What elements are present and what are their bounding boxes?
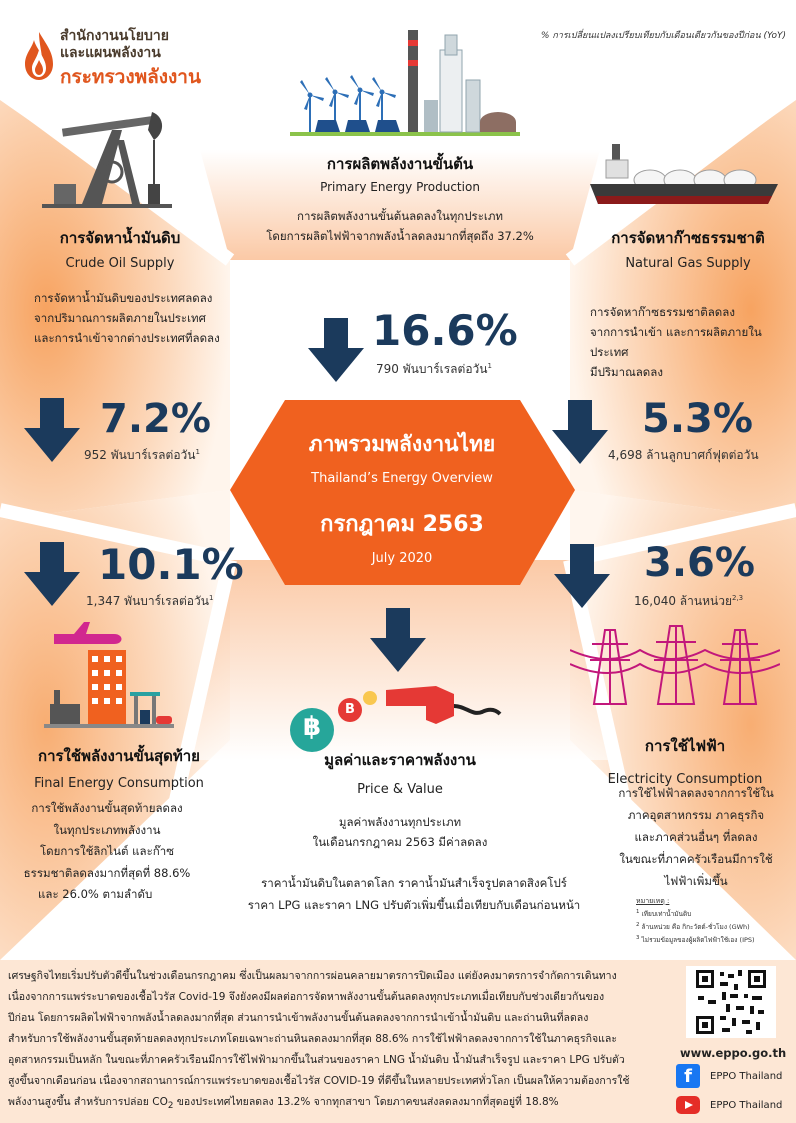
overview-subtitle: Thailand’s Energy Overview	[311, 471, 493, 486]
electricity-unit	[634, 592, 743, 611]
overview-date-en: July 2020	[371, 551, 433, 566]
final-consumption-percent: 10.1%	[98, 540, 244, 589]
final-consumption-subtitle: Final Energy Consumption	[34, 776, 204, 791]
summary-text	[8, 966, 664, 1117]
electricity-desc	[596, 782, 796, 892]
primary-production-unit-sup: 1	[487, 362, 492, 370]
b-coin-icon: B	[345, 702, 355, 717]
final-consumption-desc4: ธรรมชาติลดลงมากที่สุดที่ 88.6%	[23, 865, 191, 880]
summary-line6: สูงขึ้นจากเดือนก่อน เนื่องจากสถานการณ์การแพร่ระบาดของเชื้อไวรัส COVID-19 ที่ดีขึ้นในหลายประเทศทั่วโลก เป็นผลให้ความต้องการใช้	[8, 1075, 630, 1087]
primary-production-subtitle: Primary Energy Production	[320, 180, 480, 194]
final-consumption-desc5: และ 26.0% ตามลำดับ	[38, 887, 153, 901]
summary-line7	[8, 1092, 664, 1117]
oil-pump-illustration	[42, 100, 172, 210]
natural-gas-subtitle: Natural Gas Supply	[625, 256, 751, 271]
primary-production-down-arrow-icon	[308, 318, 364, 382]
price-desc1: มูลค่าพลังงานทุกประเภท	[338, 815, 462, 829]
electricity-section	[590, 734, 780, 787]
crude-oil-unit	[84, 446, 200, 465]
overview-center	[232, 428, 572, 566]
electricity-subtitle: Electricity Consumption	[607, 772, 763, 787]
natural-gas-unit: 4,698 ล้านลูกบาศก์ฟุตต่อวัน	[608, 448, 759, 462]
crude-oil-unit-text: 952 พันบาร์เรลต่อวัน	[84, 448, 196, 462]
primary-production-title: การผลิตพลังงานขั้นต้น	[326, 155, 474, 173]
note-2-text: ล้านหน่วย คือ กิกะวัตต์-ชั่วโมง (GWh)	[641, 923, 750, 932]
price-title: มูลค่าและราคาพลังงาน	[324, 751, 476, 769]
price-section	[300, 748, 500, 797]
final-consumption-unit-text: 1,347 พันบาร์เรลต่อวัน	[86, 594, 209, 608]
yoy-note: % การเปลี่ยนแปลงเปรียบเทียบกับเดือนเดียวกันของปีก่อน (YoY)	[540, 31, 786, 41]
notes-heading: หมายเหตุ :	[636, 897, 670, 905]
price-down-arrow-icon	[370, 608, 426, 672]
crude-oil-down-arrow-icon	[24, 398, 80, 462]
qr-code-icon[interactable]	[686, 966, 776, 1038]
org-line2: และแผนพลังงาน	[60, 45, 161, 61]
final-consumption-down-arrow-icon	[24, 542, 80, 606]
primary-production-unit	[376, 360, 492, 379]
final-consumption-title: การใช้พลังงานขั้นสุดท้าย	[38, 747, 200, 765]
power-plant-illustration	[290, 20, 520, 150]
crude-oil-unit-sup: 1	[195, 448, 200, 456]
primary-production-desc2: โดยการผลิตไฟฟ้าจากพลังน้ำลดลงมากที่สุดถึง 37.2%	[266, 229, 534, 243]
crude-oil-desc3: และการนำเข้าจากต่างประเทศที่ลดลง	[34, 331, 220, 345]
primary-production-percent: 16.6%	[372, 306, 518, 355]
note-1-text: เทียบเท่าน้ำมันดิบ	[641, 910, 692, 919]
electricity-unit-text: 16,040 ล้านหน่วย	[634, 594, 732, 608]
price-desc4: ราคา LPG และราคา LNG ปรับตัวเพิ่มขึ้นเมื่อเทียบกับเดือนก่อนหน้า	[247, 898, 581, 912]
youtube-icon[interactable]	[676, 1096, 700, 1114]
overview-date: กรกฎาคม 2563	[320, 512, 484, 537]
baht-coin-icon: ฿	[302, 712, 322, 742]
eppo-logo	[22, 30, 56, 86]
electricity-unit-sup: 2,3	[731, 594, 744, 602]
electricity-desc3: และภาคส่วนอื่นๆ ที่ลดลง	[634, 830, 758, 844]
crude-oil-section	[20, 226, 220, 271]
summary-line7-sub: 2	[167, 1101, 174, 1112]
crude-oil-desc1: การจัดหาน้ำมันดิบของประเทศลดลง	[34, 291, 213, 305]
electricity-desc5: ไฟฟ้าเพิ่มขึ้น	[664, 874, 728, 888]
price-desc-b	[224, 872, 604, 916]
primary-production-unit-text: 790 พันบาร์เรลต่อวัน	[376, 362, 488, 376]
ministry-name: กระทรวงพลังงาน	[60, 66, 201, 88]
facebook-icon[interactable]: f	[676, 1064, 700, 1088]
electricity-down-arrow-icon	[554, 544, 610, 608]
summary-line7-b: ของประเทศไทยลดลง 13.2% จากทุกสาขา โดยภาคขนส่งลดลงมากที่สุดอยู่ที่ 18.8%	[173, 1096, 559, 1108]
website-link[interactable]: www.eppo.go.th	[680, 1046, 787, 1060]
natural-gas-desc2: จากการนำเข้า และการผลิตภายในประเทศ	[590, 325, 762, 359]
note-3: $^3$ ไม่รวมข้อมูลของผู้ผลิตไฟฟ้าใช้เอง (IPS)	[636, 935, 755, 945]
final-consumption-desc3: โดยการใช้ลิกไนต์ และก๊าซ	[39, 844, 175, 858]
price-desc-a	[250, 812, 550, 852]
natural-gas-desc1: การจัดหาก๊าซธรรมชาติลดลง	[590, 305, 735, 319]
flame-logo-icon	[22, 30, 56, 82]
natural-gas-desc	[560, 302, 786, 382]
final-consumption-desc	[12, 798, 202, 906]
city-illustration	[44, 620, 174, 730]
crude-oil-desc2: จากปริมาณการผลิตภายในประเทศ	[34, 311, 206, 325]
natural-gas-title: การจัดหาก๊าซธรรมชาติ	[611, 229, 765, 247]
price-subtitle: Price & Value	[357, 782, 443, 797]
electricity-title: การใช้ไฟฟ้า	[644, 737, 726, 755]
price-desc2: ในเดือนกรกฎาคม 2563 มีค่าลดลง	[312, 835, 488, 849]
org-name	[60, 28, 201, 92]
summary-panel	[0, 960, 796, 1123]
power-tower-illustration	[570, 620, 780, 708]
overview-title: ภาพรวมพลังงานไทย	[308, 432, 496, 456]
summary-line3: ปีก่อน โดยการผลิตไฟฟ้าจากพลังน้ำลดลงมากที่สุด ส่วนการนำเข้าพลังงานขั้นต้นลดลงจากการนำเข้าน้ำมันดิบ และถ่านหินที่ลดลง	[8, 1012, 589, 1024]
primary-production-section	[250, 152, 550, 246]
note-3-text: ไม่รวมข้อมูลของผู้ผลิตไฟฟ้าใช้เอง (IPS)	[641, 936, 755, 945]
electricity-percent: 3.6%	[644, 540, 755, 586]
primary-production-desc1: การผลิตพลังงานขั้นต้นลดลงในทุกประเภท	[296, 209, 504, 223]
summary-line5: อุตสาหกรรมเป็นหลัก ในขณะที่ภาคครัวเรือนมีการใช้ไฟฟ้ามากขึ้นในส่วนของราคา LNG น้ำมันดิบ น้ำมันสำเร็จรูป และราคา LPG ปรับตัว	[8, 1054, 625, 1066]
summary-line1: เศรษฐกิจไทยเริ่มปรับตัวดีขึ้นในช่วงเดือนกรกฎาคม ซึ่งเป็นผลมาจากการผ่อนคลายมาตรการปิดเมือง แต่ยังคงมาตรการจำกัดการเดินทาง	[8, 970, 617, 982]
electricity-desc1: การใช้ไฟฟ้าลดลงจากการใช้ใน	[618, 786, 774, 800]
crude-oil-subtitle: Crude Oil Supply	[65, 256, 175, 271]
crude-oil-percent: 7.2%	[100, 396, 211, 442]
summary-line2: เนื่องจากการแพร่ระบาดของเชื้อไวรัส Covid-19 จึงยังคงมีผลต่อการจัดหาพลังงานขั้นต้นลดลงทุกประเภทเมื่อเทียบกับช่วงเดียวกันของ	[8, 991, 605, 1003]
facebook-link[interactable]: EPPO Thailand	[710, 1071, 783, 1082]
lng-ship-illustration	[588, 140, 780, 212]
notes	[636, 896, 786, 946]
note-2: $^2$ ล้านหน่วย คือ กิกะวัตต์-ชั่วโมง (GWh)	[636, 922, 750, 932]
summary-line4: สำหรับการใช้พลังงานขั้นสุดท้ายลดลงทุกประเภทโดยเฉพาะถ่านหินลดลงมากที่สุด 88.6% การใช้ไฟฟ้าลดลงจากการใช้ในภาคธุรกิจและ	[8, 1033, 617, 1045]
final-consumption-section	[14, 744, 224, 791]
crude-oil-title: การจัดหาน้ำมันดิบ	[59, 229, 181, 247]
natural-gas-section	[590, 226, 786, 271]
youtube-link[interactable]: EPPO Thailand	[710, 1100, 783, 1111]
final-consumption-unit-sup: 1	[208, 594, 214, 602]
note-1: $^1$ เทียบเท่าน้ำมันดิบ	[636, 909, 692, 919]
final-consumption-desc2: ในทุกประเภทพลังงาน	[53, 822, 161, 837]
summary-line7-a: พลังงานสูงขึ้น สำหรับการปล่อย CO	[8, 1096, 168, 1108]
final-consumption-desc1: การใช้พลังงานขั้นสุดท้ายลดลง	[31, 801, 183, 815]
electricity-desc2: ภาคอุตสาหกรรม ภาคธุรกิจ	[627, 808, 765, 822]
natural-gas-desc3: มีปริมาณลดลง	[590, 365, 663, 379]
natural-gas-percent: 5.3%	[642, 396, 753, 442]
price-desc3: ราคาน้ำมันดิบในตลาดโลก ราคาน้ำมันสำเร็จรูปตลาดสิงคโปร์	[261, 876, 567, 890]
org-line1: สำนักงานนโยบาย	[60, 28, 169, 44]
final-consumption-unit	[86, 592, 213, 611]
electricity-desc4: ในขณะที่ภาคครัวเรือนมีการใช้	[619, 852, 773, 866]
crude-oil-desc	[34, 288, 264, 348]
